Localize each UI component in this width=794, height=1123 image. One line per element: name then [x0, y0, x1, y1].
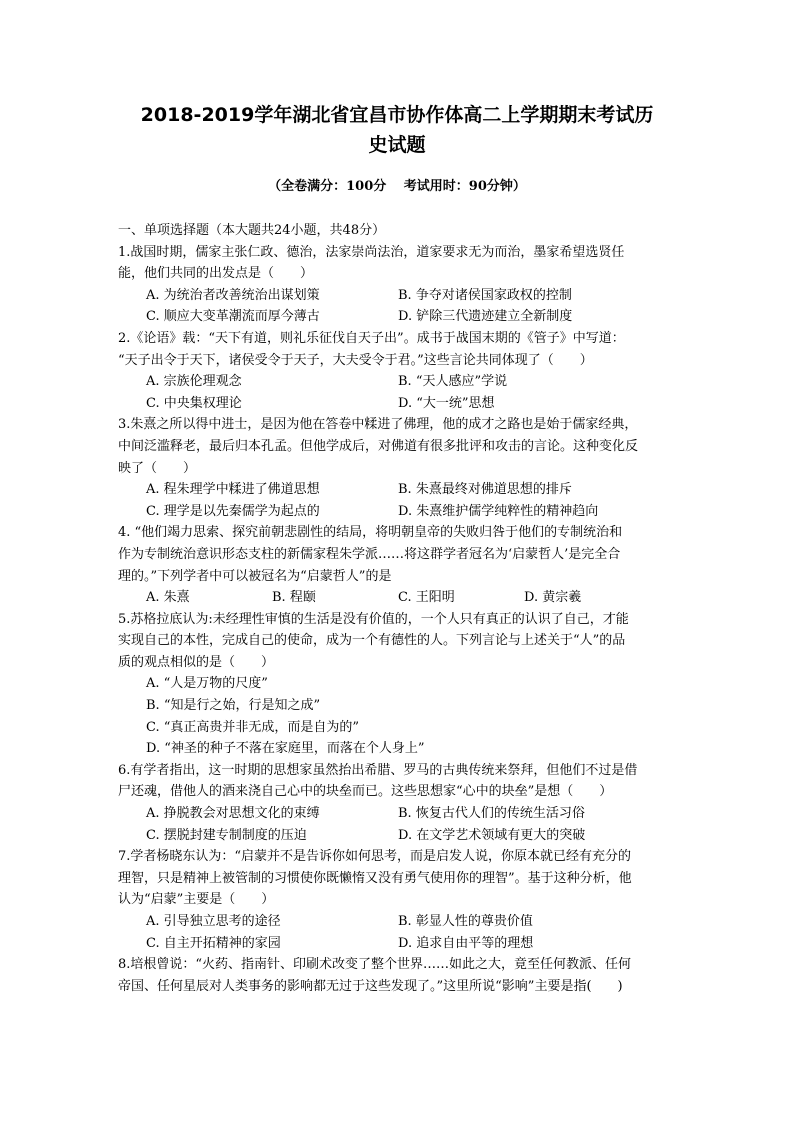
question-text: 映了（ ） [118, 460, 197, 476]
option-c[interactable]: C. 理学是以先秦儒学为起点的 [146, 503, 320, 519]
question-text: 帝国、任何星辰对人类事务的影响都无过于这些发现了。”这里所说“影响”主要是指( ) [118, 978, 623, 994]
question-7 [118, 846, 678, 954]
option-b[interactable]: B. 恢复古代人们的传统生活习俗 [398, 806, 585, 822]
option-b[interactable]: B. 程颐 [272, 590, 316, 606]
question-text: “天子出令于天下，诸侯受令于天子，大夫受令于君。”这些言论共同体现了（ ） [118, 352, 593, 368]
option-a[interactable]: A. 为统治者改善统治出谋划策 [146, 287, 320, 303]
option-a[interactable]: A. “人是万物的尺度” [146, 676, 268, 692]
option-a[interactable]: A. 朱熹 [146, 590, 190, 606]
option-d[interactable]: D. 追求自由平等的理想 [398, 935, 534, 951]
question-2 [118, 328, 678, 414]
question-text: 4. “他们竭力思索、探究前朝悲剧性的结局，将明朝皇帝的失败归咎于他们的专制统治和 [118, 525, 623, 541]
option-a[interactable]: A. 程朱理学中糅进了佛道思想 [146, 482, 320, 498]
option-b[interactable]: B. “知是行之始，行是知之成” [146, 698, 321, 714]
question-6 [118, 760, 678, 846]
option-b[interactable]: B. 彰显人性的尊贵价值 [398, 914, 533, 929]
option-d[interactable]: D. “大一统”思想 [398, 395, 495, 411]
option-b[interactable]: B. “天人感应”学说 [398, 374, 508, 390]
option-d[interactable]: D. “神圣的种子不落在家庭里，而落在个人身上” [146, 741, 425, 757]
question-8 [118, 954, 678, 997]
question-text: 理的。”下列学者中可以被冠名为“启蒙哲人”的是 [118, 568, 392, 584]
question-text: 6.有学者指出，这一时期的思想家虽然抬出希腊、罗马的古典传统来祭拜，但他们不过是借 [118, 762, 638, 778]
question-text: 实现自己的本性，完成自己的使命，成为一个有德性的人。下列言论与上述关于“人”的品 [118, 633, 626, 649]
question-text: 1.战国时期，儒家主张仁政、德治，法家崇尚法治，道家要求无为而治，墨家希望选贤任 [118, 244, 625, 260]
question-text: 7.学者杨晓东认为：“启蒙并不是告诉你如何思考，而是启发人说，你原本就已经有充分的 [118, 849, 632, 865]
title-line-1: 2018-2019学年湖北省宜昌市协作体高二上学期期末考试历 [140, 104, 654, 126]
section-heading: 一、单项选择题（本大题共24小题，共48分） [118, 223, 386, 238]
option-d[interactable]: D. 黄宗羲 [524, 590, 582, 606]
question-text: 能，他们共同的出发点是（ ） [118, 266, 314, 282]
option-d[interactable]: D. 在文学艺术领域有更大的突破 [398, 827, 586, 843]
question-text: 质的观点相似的是（ ） [118, 654, 275, 670]
question-text: 2.《论语》载：“天下有道，则礼乐征伐自天子出”。成书于战国末期的《管子》中写道： [118, 330, 625, 346]
option-d[interactable]: D. 朱熹维护儒学纯粹性的精神趋向 [398, 503, 599, 519]
question-list [118, 220, 678, 997]
option-a[interactable]: A. 宗族伦理观念 [146, 374, 242, 390]
option-c[interactable]: C. 王阳明 [398, 590, 455, 606]
question-text: 5.苏格拉底认为:未经理性审慎的生活是没有价值的，一个人只有真正的认识了自己，才能 [118, 611, 629, 627]
option-a[interactable]: A. 挣脱教会对思想文化的束缚 [146, 806, 320, 822]
question-4 [118, 522, 678, 608]
question-5 [118, 609, 678, 760]
option-c[interactable]: C. 顺应大变革潮流而厚今薄古 [146, 309, 320, 325]
option-b[interactable]: B. 争夺对诸侯国家政权的控制 [398, 287, 572, 303]
option-c[interactable]: C. “真正高贵并非无成，而是自为的” [146, 719, 360, 735]
question-text: 中间泛滥释老，最后归本孔孟。但他学成后，对佛道有很多批评和攻击的言论。这种变化反 [118, 438, 639, 454]
question-text: 作为专制统治意识形态支柱的新儒家程朱学派……将这群学者冠名为‘启蒙哲人’是完全合 [118, 546, 621, 562]
question-3 [118, 414, 678, 522]
question-text: 8.培根曾说：“火药、指南针、印刷术改变了整个世界……如此之大，竟至任何教派、任何 [118, 957, 632, 973]
question-text: 理智，只是精神上被管制的习惯使你既懒惰又没有勇气使用你的理智”。基于这种分析，他 [118, 870, 632, 886]
question-text: 尸还魂，借他人的酒来浇自己心中的块垒而已。这些思想家“心中的块垒”是想（ ） [118, 784, 613, 800]
title-line-2: 史试题 [368, 134, 426, 156]
option-d[interactable]: D. 铲除三代遗迹建立全新制度 [398, 309, 573, 325]
exam-info: （全卷满分：100分 考试用时：90分钟） [268, 179, 526, 194]
option-c[interactable]: C. 自主开拓精神的家园 [146, 935, 281, 951]
option-b[interactable]: B. 朱熹最终对佛道思想的排斥 [398, 482, 572, 498]
question-1 [118, 242, 678, 328]
option-c[interactable]: C. 中央集权理论 [146, 395, 242, 411]
question-text: 认为“启蒙”主要是（ ） [118, 892, 275, 908]
option-a[interactable]: A. 引导独立思考的途径 [146, 914, 281, 929]
question-text: 3.朱熹之所以得中进士，是因为他在答卷中糅进了佛理，他的成才之路也是始于儒家经典， [118, 417, 638, 433]
option-c[interactable]: C. 摆脱封建专制制度的压迫 [146, 827, 307, 843]
document-title [60, 100, 734, 160]
